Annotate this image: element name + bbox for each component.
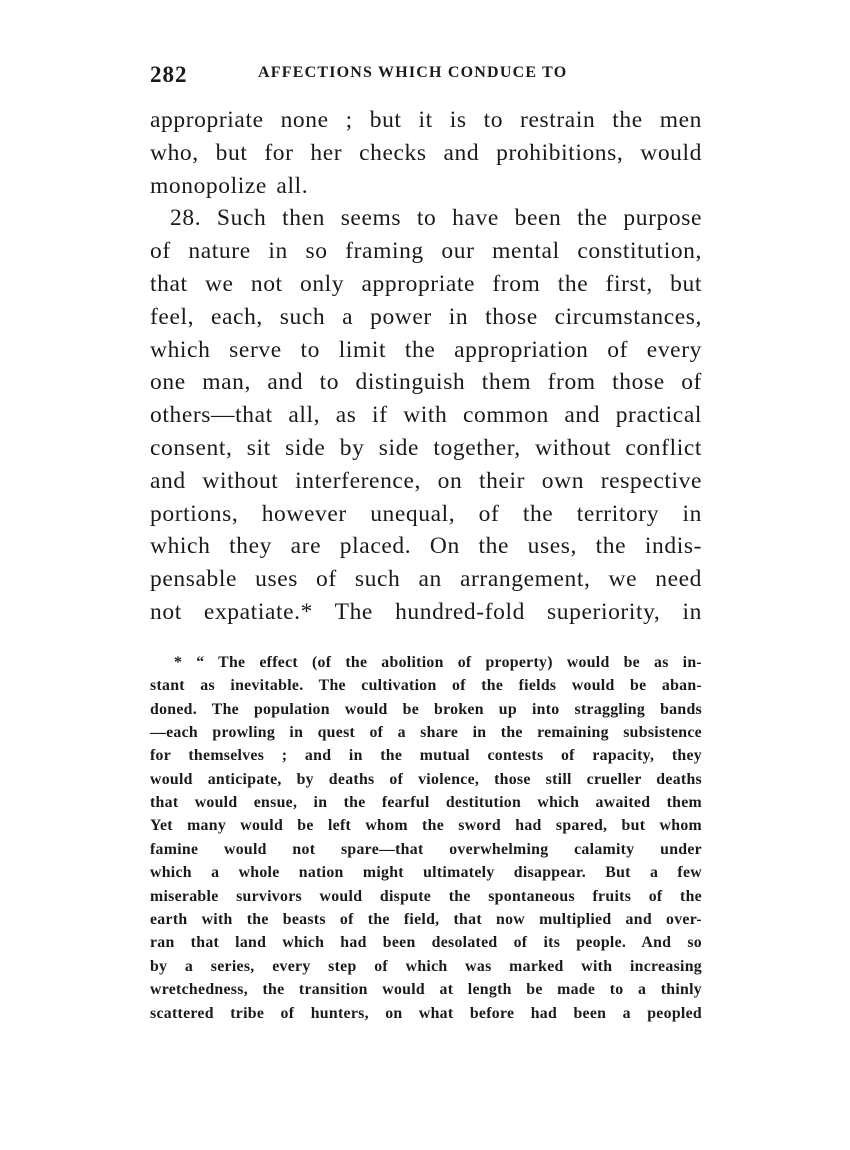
footnote-line: scattered tribe of hunters, on what before had been a peopled [150, 1004, 702, 1022]
body-line: who, but for her checks and prohibitions, would [150, 139, 702, 166]
footnote-line: Yet many would be left whom the sword had spared, but whom [150, 817, 702, 835]
footnote-line: earth with the beasts of the field, that now multiplied and over- [150, 911, 702, 929]
body-line: which serve to limit the appropriation of every [150, 336, 702, 363]
body-line: which they are placed. On the uses, the indis- [150, 533, 702, 560]
footnote [150, 651, 702, 1025]
body-line: one man, and to distinguish them from those of [150, 369, 702, 396]
footnote-line: doned. The population would be broken up into straggling bands [150, 700, 702, 718]
body-line: and without interference, on their own respective [150, 467, 702, 494]
body-line: feel, each, such a power in those circumstances, [150, 303, 702, 330]
body-line: 28. Such then seems to have been the purpose [170, 205, 702, 232]
footnote-line: wretchedness, the transition would at length be made to a thinly [150, 981, 702, 999]
footnote-line: would anticipate, by deaths of violence, those still crueller deaths [150, 770, 702, 788]
footnote-line: famine would not spare—that overwhelming calamity under [150, 840, 702, 858]
body-line: consent, sit side by side together, without conflict [150, 434, 702, 461]
footnote-line: * “ The effect (of the abolition of property) would be as in- [174, 653, 702, 671]
page-number: 282 [150, 62, 188, 87]
body-line: pensable uses of such an arrangement, we need [150, 566, 702, 593]
footnote-line: by a series, every step of which was marked with increasing [150, 957, 702, 975]
footnote-line: miserable survivors would dispute the spontaneous fruits of the [150, 887, 702, 905]
footnote-line: that would ensue, in the fearful destitution which awaited them [150, 794, 702, 812]
footnote-line: ran that land which had been desolated of its people. And so [150, 934, 702, 952]
body-line: that we not only appropriate from the first, but [150, 270, 702, 297]
footnote-line: —each prowling in quest of a share in the remaining subsistence [150, 723, 702, 741]
running-head [150, 60, 702, 94]
body-line: monopolize all. [150, 172, 309, 199]
body-text [150, 104, 702, 629]
book-page [150, 60, 702, 1025]
body-line: portions, however unequal, of the territory in [150, 500, 702, 527]
body-line: appropriate none ; but it is to restrain the men [150, 107, 702, 133]
body-line: of nature in so framing our mental constitution, [150, 238, 702, 265]
body-line: others—that all, as if with common and practical [150, 402, 702, 429]
body-line: not expatiate.* The hundred-fold superiority, in [150, 598, 702, 625]
running-title: AFFECTIONS WHICH CONDUCE TO [258, 64, 568, 81]
footnote-line: which a whole nation might ultimately disappear. But a few [150, 864, 702, 882]
footnote-line: for themselves ; and in the mutual contests of rapacity, they [150, 747, 702, 765]
footnote-line: stant as inevitable. The cultivation of the fields would be aban- [150, 677, 702, 695]
